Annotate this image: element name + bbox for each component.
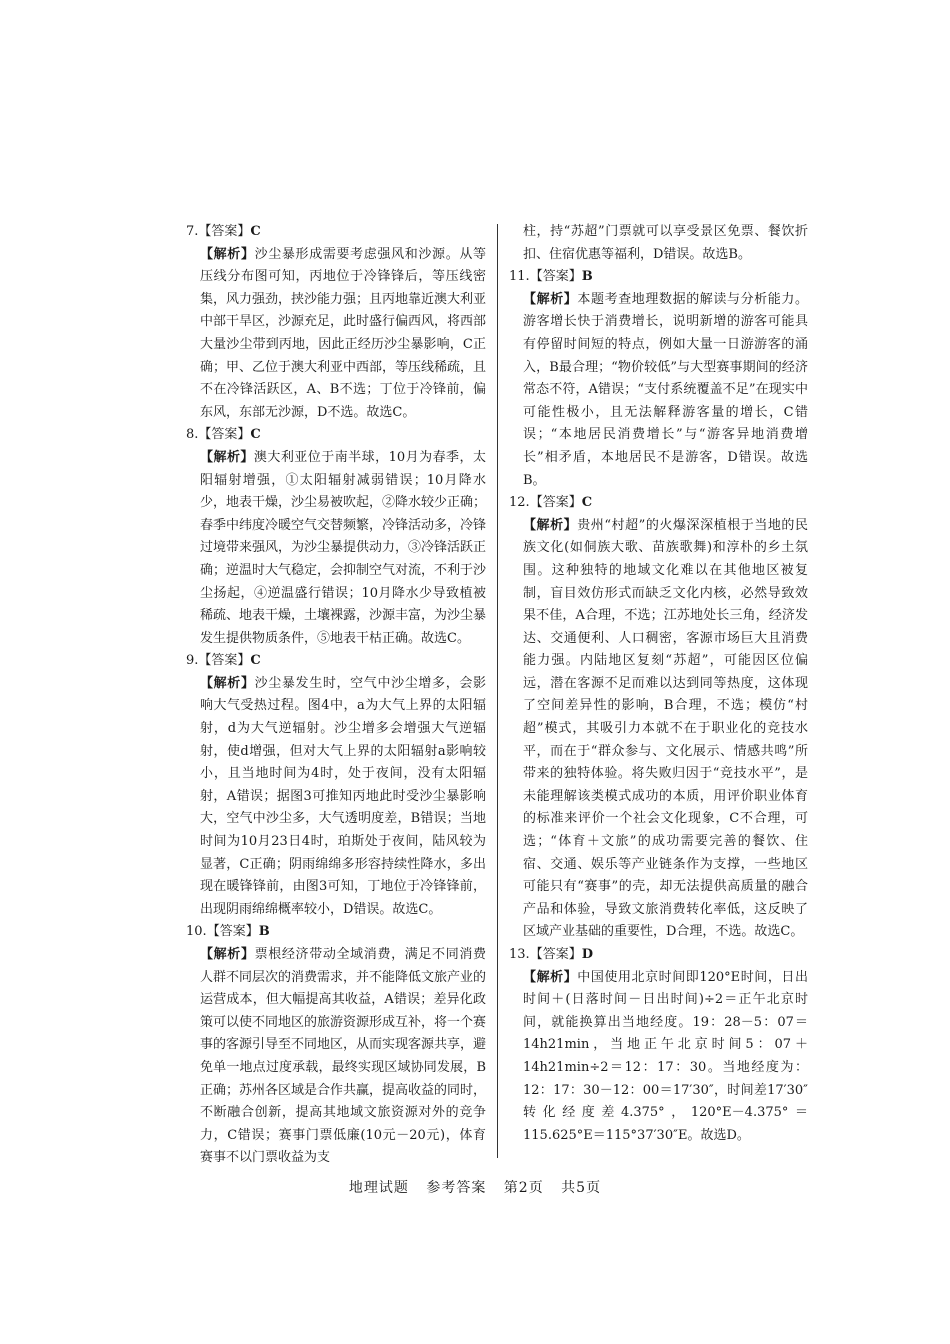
page-footer: [0, 1177, 950, 1197]
analysis-label: 【解析】: [523, 969, 578, 985]
answer-letter: C: [250, 224, 261, 239]
answer-item: [186, 650, 486, 921]
analysis-text: 沙尘暴发生时，空气中沙尘增多，会影响大气受热过程。图4中，a为大气上界的太阳辐射，d为大气逆辐射。沙尘增多会增强大气逆辐射，使d增强，但对大气上界的太阳辐射a影响较小，且当地时间为4时，处于夜间，没有太阳辐射，A错误；据图3可推知丙地此时受沙尘暴影响大，空气中沙尘多，大气透明度差，B错误；当地时间为10月23日4时，珀斯处于夜间，陆风较为显著，C正确；阴雨绵绵多形容持续性降水，多出现在暖锋锋前，由图3可知，丁地位于冷锋锋前，出现阴雨绵绵概率较小，D错误。故选C。: [200, 675, 486, 917]
analysis-paragraph: [523, 967, 808, 1148]
question-number: 13.: [509, 947, 530, 962]
answer-label: 【答案】: [198, 653, 251, 669]
answer-header: [509, 492, 808, 515]
answer-letter: C: [581, 495, 593, 511]
question-number: 12.: [509, 495, 530, 511]
question-number: 10.: [186, 924, 207, 940]
answer-letter: C: [250, 653, 261, 669]
answer-item: [186, 921, 486, 1170]
answer-header: [186, 921, 486, 944]
answer-label: 【答案】: [529, 495, 582, 511]
answer-header: [186, 650, 486, 673]
left-column: [186, 221, 486, 1170]
column-divider: [497, 224, 498, 1158]
continued-analysis: 柱，持“苏超”门票就可以享受景区免票、餐饮折扣、住宿优惠等福利，D错误。故选B。: [523, 224, 808, 262]
right-column: [509, 221, 808, 1147]
answer-letter: D: [581, 947, 593, 962]
question-number: 11.: [509, 269, 530, 285]
analysis-text: 贵州“村超”的火爆深深植根于当地的民族文化(如侗族大歌、苗族歌舞)和淳朴的乡土氛围。这种独特的地域文化难以在其他地区被复制，盲目效仿形式而缺乏文化内核，必然导致效果不佳，A合理，不选；江苏地处长三角，经济发达、交通便利、人口稠密，客源市场巨大且消费能力强。内陆地区复刻“苏超”，可能因区位偏远，潜在客源不足而难以达到同等热度，这体现了空间差异性的影响，B合理，不选；模仿“村超”模式，其吸引力本就不在于职业化的竞技水平，而在于“群众参与、文化展示、情感共鸣”所带来的独特体验。将失败归因于“竞技水平”，是未能理解该类模式成功的本质，用评价职业体育的标准来评价一个社会文化现象，C不合理，可选；“体育＋文旅”的成功需要完善的餐饮、住宿、交通、娱乐等产业链条作为支撑，一些地区可能只有“赛事”的壳，却无法提供高质量的融合产品和体验，导致文旅消费转化率低，这反映了区域产业基础的重要性，D合理，不选。故选C。: [523, 517, 808, 940]
answer-label: 【答案】: [198, 427, 251, 443]
analysis-paragraph: [200, 944, 486, 1170]
answer-header: [186, 424, 486, 447]
footer-total: 共5页: [561, 1180, 602, 1196]
answer-label: 【答案】: [206, 924, 259, 940]
answer-header: [509, 266, 808, 289]
analysis-paragraph: [200, 673, 486, 922]
analysis-paragraph: [200, 447, 486, 650]
answer-label: 【答案】: [529, 269, 582, 285]
answer-label: 【答案】: [198, 224, 251, 239]
question-number: 9.: [186, 653, 199, 669]
analysis-label: 【解析】: [523, 517, 578, 533]
analysis-label: 【解析】: [200, 947, 255, 962]
analysis-label: 【解析】: [200, 675, 255, 691]
analysis-paragraph: [200, 244, 486, 425]
answer-label: 【答案】: [529, 947, 582, 962]
answer-header: [509, 944, 808, 967]
analysis-paragraph: [523, 515, 808, 944]
footer-subject: 地理试题: [348, 1180, 409, 1196]
analysis-label: 【解析】: [523, 291, 578, 307]
answer-item: [509, 944, 808, 1147]
footer-page: 第2页: [503, 1180, 544, 1196]
question-number: 8.: [186, 427, 199, 443]
answer-item: [186, 221, 486, 424]
answer-header: [186, 221, 486, 244]
answer-letter: B: [258, 924, 270, 940]
analysis-text: 沙尘暴形成需要考虑强风和沙源。从等压线分布图可知，丙地位于冷锋锋后，等压线密集，风力强劲，挟沙能力强；且丙地靠近澳大利亚中部干旱区，沙源充足，此时盛行偏西风，将西部大量沙尘带到丙地，因此正经历沙尘暴影响，C正确；甲、乙位于澳大利亚中西部，等压线稀疏，且不在冷锋活跃区，A、B不选；丁位于冷锋前，偏东风，东部无沙源，D不选。故选C。: [200, 246, 487, 420]
question-number: 7.: [186, 224, 199, 239]
analysis-paragraph: [523, 289, 808, 492]
answer-item: [509, 492, 808, 944]
analysis-label: 【解析】: [200, 449, 254, 465]
analysis-text: 本题考查地理数据的解读与分析能力。游客增长快于消费增长，说明新增的游客可能具有停留时间短的特点，例如大量一日游游客的涌入，B最合理；“物价较低”与大型赛事期间的经济常态不符，A错误；“支付系统覆盖不足”在现实中可能性极小，且无法解释游客量的增长，C错误；“本地居民消费增长”与“游客异地消费增长”相矛盾，本地居民不是游客，D错误。故选B。: [523, 291, 808, 488]
analysis-text: 票根经济带动全域消费，满足不同消费人群不同层次的消费需求，并不能降低文旅产业的运营成本，但大幅提高其收益，A错误；差异化政策可以使不同地区的旅游资源形成互补，将一个赛事的客源引导至不同地区，从而实现客源共享，避免单一地点过度承载，最终实现区域协同发展，B正确；苏州各区域是合作共赢，提高收益的同时，不断融合创新，提高其地域文旅资源对外的竞争力，C错误；赛事门票低廉(10元－20元)，体育赛事不以门票收益为支: [200, 947, 487, 1166]
answer-letter: C: [250, 427, 261, 443]
analysis-text: 澳大利亚位于南半球，10月为春季，太阳辐射增强，①太阳辐射减弱错误；10月降水少，地表干燥，沙尘易被吹起，②降水较少正确；春季中纬度冷暖空气交替频繁，冷锋活动多，冷锋过境带来强风，为沙尘暴提供动力，③冷锋活跃正确；逆温时大气稳定，会抑制空气对流，不利于沙尘扬起，④逆温盛行错误；10月降水少导致植被稀疏、地表干燥，土壤裸露，沙源丰富，为沙尘暴发生提供物质条件，⑤地表干枯正确。故选C。: [200, 449, 487, 646]
footer-doc-type: 参考答案: [426, 1180, 487, 1196]
analysis-label: 【解析】: [200, 246, 255, 262]
analysis-text: 中国使用北京时间即120°E时间，日出时间＋(日落时间－日出时间)÷2＝正午北京时间，就能换算出当地经度。19：28－5：07＝14h21min，当地正午北京时间5：07＋14h21min÷2＝12：17：30。当地经度为：12：17：30－12：00＝17′30″，时间差17′30″转化经度差4.375°，120°E－4.375°＝115.625°E＝115°37′30″E。故选D。: [523, 969, 808, 1143]
answer-item: [509, 266, 808, 492]
answer-letter: B: [581, 269, 593, 285]
answer-item: [186, 424, 486, 650]
